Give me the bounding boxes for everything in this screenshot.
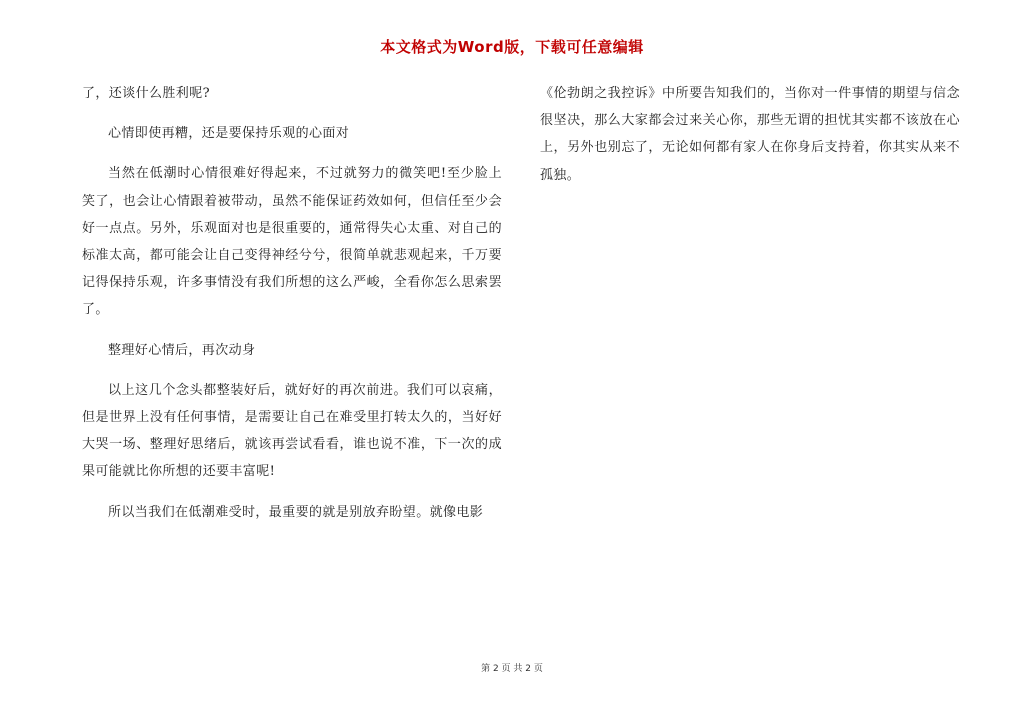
page-number-footer: 第 2 页 共 2 页 xyxy=(481,664,543,674)
paragraph-continuation: 了，还谈什么胜利呢? xyxy=(82,86,210,101)
left-text-column xyxy=(82,80,502,539)
section-heading-set-off-again: 整理好心情后，再次动身 xyxy=(108,342,256,358)
paragraph-smile: 当然在低潮时心情很难好得起来，不过就努力的微笑吧!至少脸上笑了，也会让心情跟着被带动，虽然不能保证药效如何，但信任至少会好一点点。另外，乐观面对也是很重要的，通常得失心太重、对自己的标准太高，都可能会让自己变得神经兮兮，很简单就悲观起来，千万要记得保持乐观，许多事情没有我们所想的这么严峻，全看你怎么思索罢了。 xyxy=(82,166,502,318)
section-heading-stay-optimistic: 心情即使再糟，还是要保持乐观的心面对 xyxy=(108,126,350,142)
paragraph-movie-lesson: 《伦勃朗之我控诉》中所要告知我们的，当你对一件事情的期望与信念很坚决，那么大家都会过来关心你，那些无谓的担忧其实都不该放在心上，另外也别忘了，无论如何都有家人在你身后支持着，你其实从来不孤独。 xyxy=(540,86,960,183)
document-header-banner: 本文格式为Word版，下载可任意编辑 xyxy=(380,38,644,56)
right-text-column xyxy=(540,80,960,202)
paragraph-dont-give-up: 所以当我们在低潮难受时，最重要的就是别放弃盼望。就像电影 xyxy=(108,504,484,520)
paragraph-move-forward: 以上这几个念头都整装好后，就好好的再次前进。我们可以哀痛，但是世界上没有任何事情，是需要让自己在难受里打转太久的，当好好大哭一场、整理好思绪后，就该再尝试看看，谁也说不准，下一次的成果可能就比你所想的还要丰富呢! xyxy=(82,382,502,480)
